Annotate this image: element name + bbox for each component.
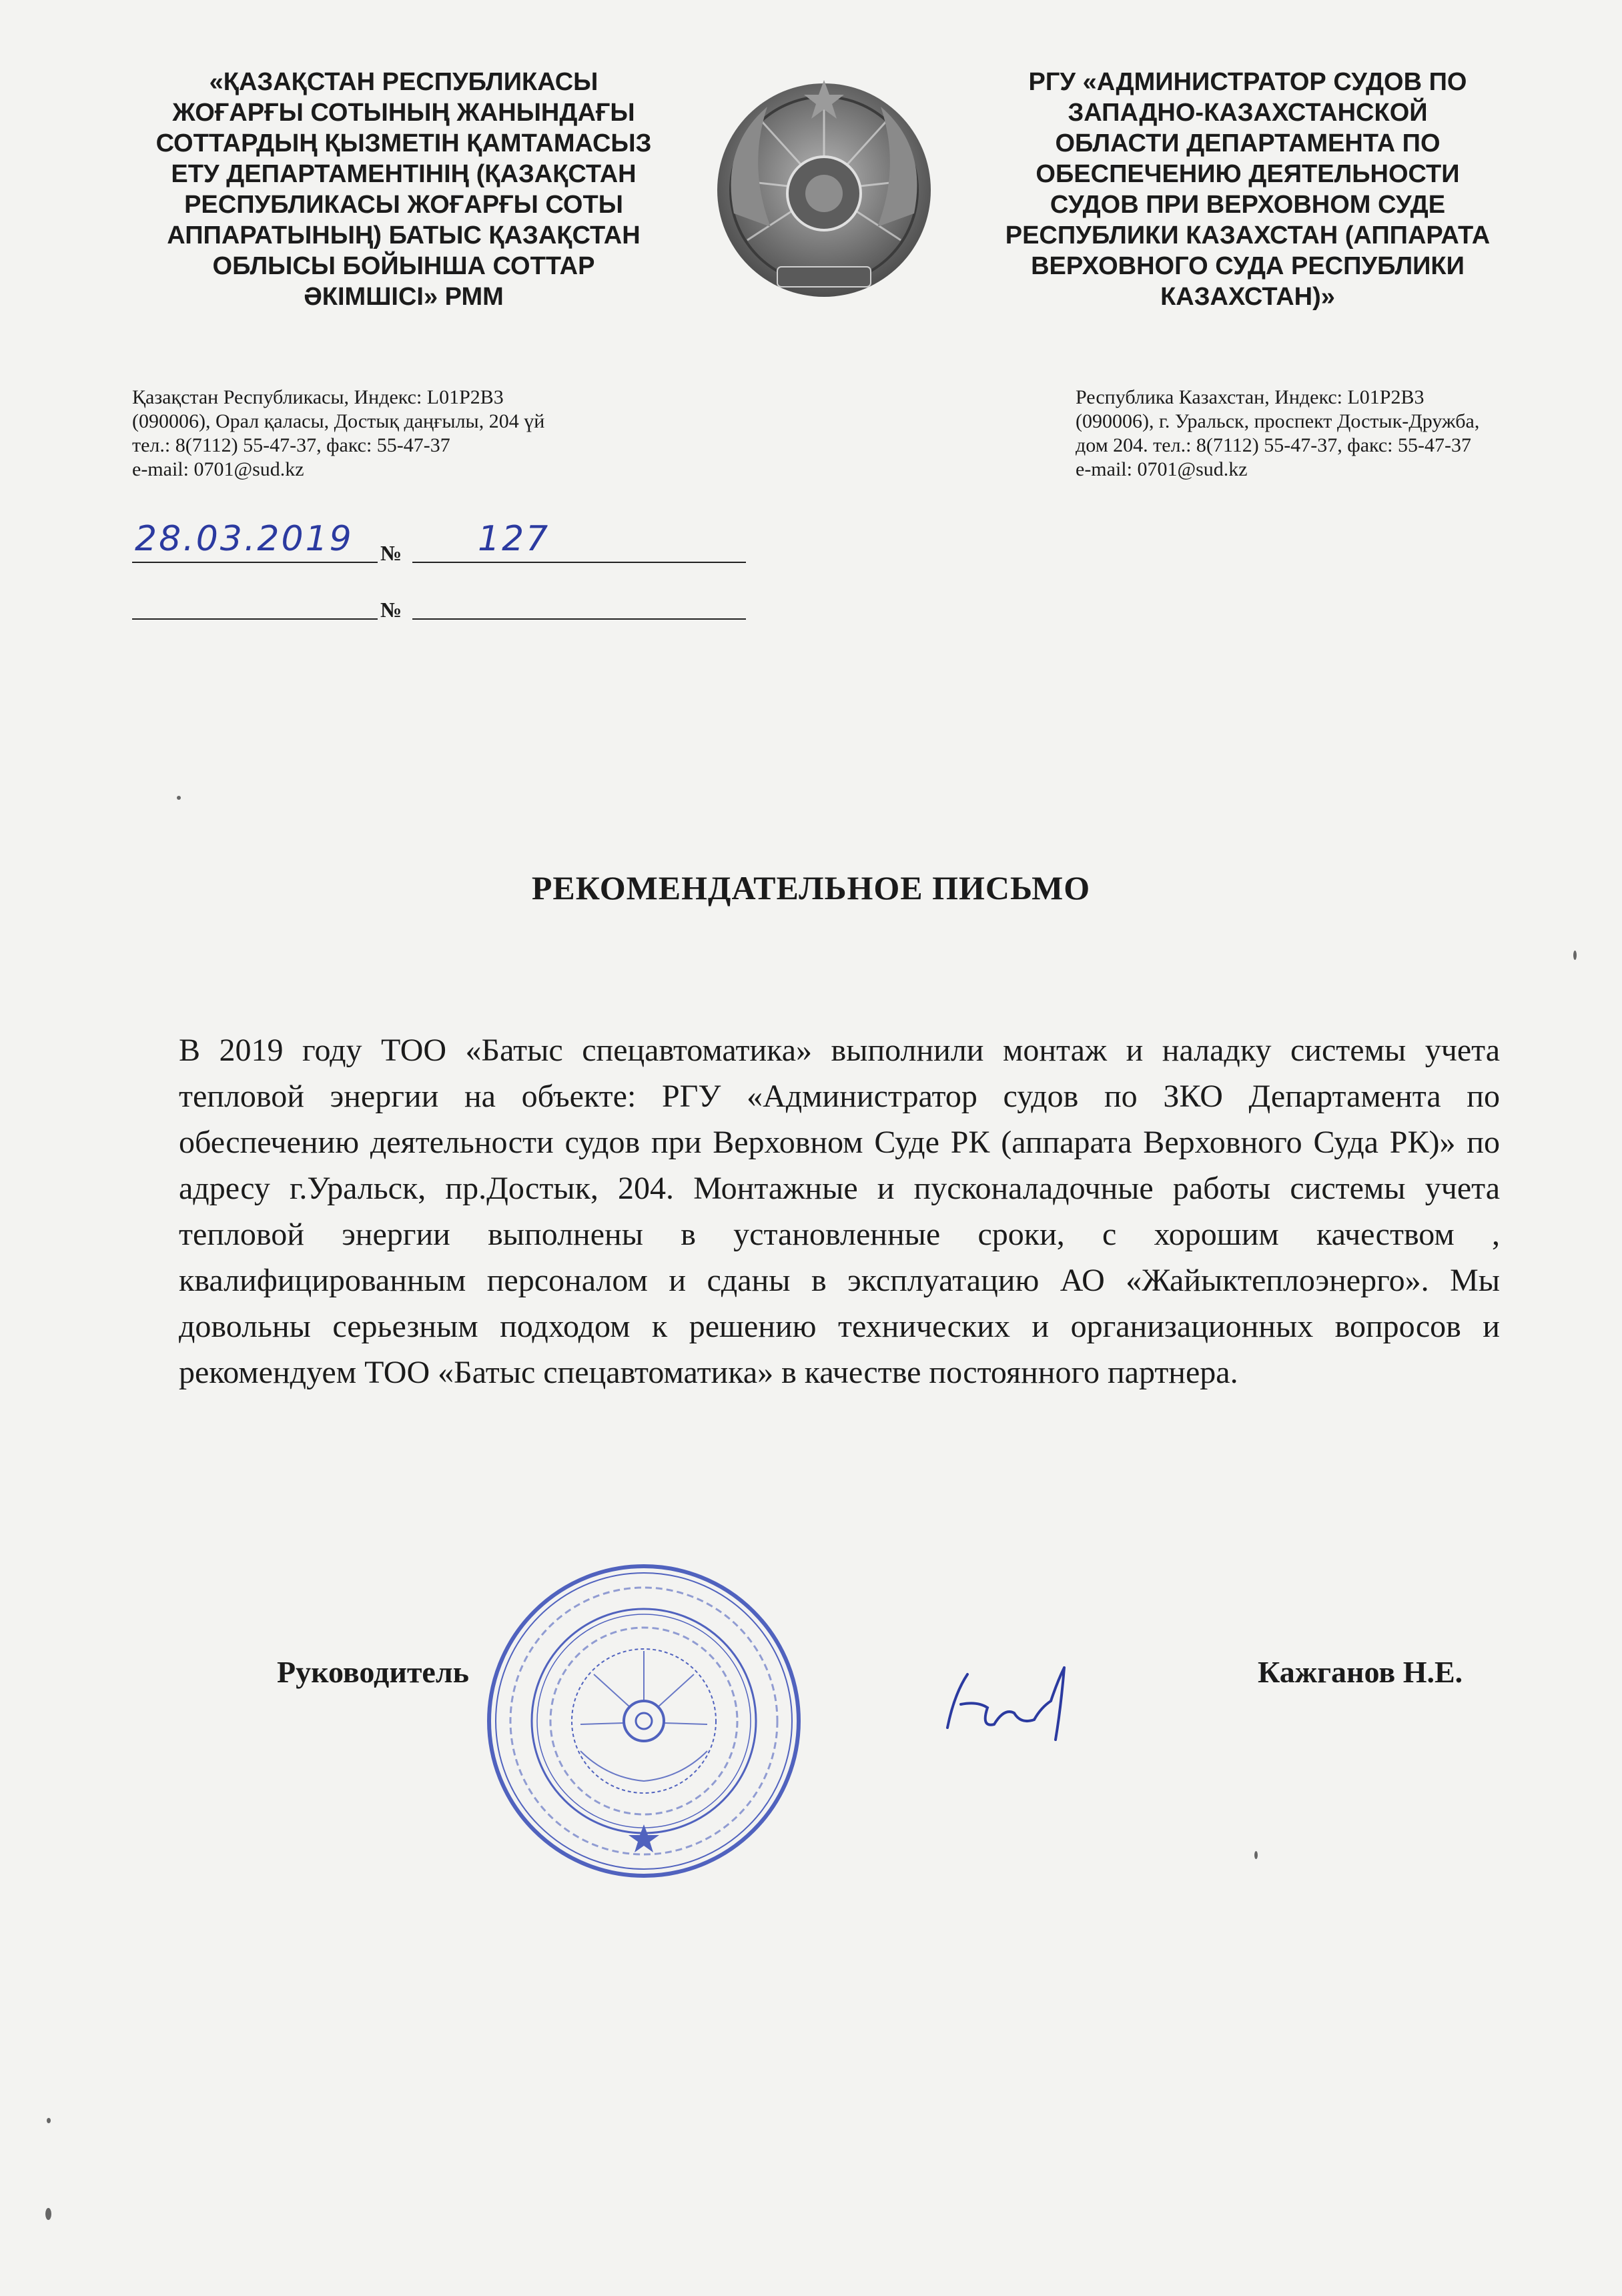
scan-speck bbox=[45, 2208, 51, 2220]
signer-position: Руководитель bbox=[277, 1655, 469, 1689]
scan-speck bbox=[1254, 1851, 1258, 1859]
date-underline bbox=[132, 562, 378, 563]
registration-date: 28.03.2019 bbox=[135, 519, 354, 559]
address-russian: Республика Казахстан, Индекс: L01P2B3 (090006), г. Уральск, проспект Достык-Дружба, дом 204. тел.: 8(7112) 55-47-37, факс: 55-47-37 e-mail: 0701@sud.kz bbox=[1076, 386, 1480, 480]
scan-speck bbox=[177, 796, 181, 800]
number-underline bbox=[412, 618, 746, 620]
registration-number: 127 bbox=[478, 519, 550, 559]
organization-name-russian: РГУ «АДМИНИСТРАТОР СУДОВ ПО ЗАПАДНО-КАЗАХСТАНСКОЙ ОБЛАСТИ ДЕПАРТАМЕНТА ПО ОБЕСПЕЧЕНИЮ ДЕЯТЕЛЬНОСТИ СУДОВ ПРИ ВЕРХОВНОМ СУДЕ РЕСПУБЛИКИ КАЗАХСТАН (АППАРАТА ВЕРХОВНОГО СУДА РЕСПУБЛИКИ КАЗАХСТАН)» bbox=[1005, 68, 1491, 311]
organization-name-kazakh: «ҚАЗАҚСТАН РЕСПУБЛИКАСЫ ЖОҒАРҒЫ СОТЫНЫҢ ЖАНЫНДАҒЫ СОТТАРДЫҢ ҚЫЗМЕТІН ҚАМТАМАСЫЗ ЕТУ ДЕПАРТАМЕНТІНІҢ (ҚАЗАҚСТАН РЕСПУБЛИКАСЫ ЖОҒАРҒЫ СОТЫ АППАРАТЫНЫҢ) БАТЫС ҚАЗАҚСТАН ОБЛЫСЫ БОЙЫНША СОТТАР ӘКІМШІСІ» РММ bbox=[155, 68, 652, 311]
signer-name: Кажганов Н.Е. bbox=[1258, 1655, 1463, 1689]
incoming-registration-row bbox=[132, 584, 626, 624]
scan-speck bbox=[1573, 951, 1577, 960]
number-sign: № bbox=[380, 598, 402, 622]
address-kazakh: Қазақстан Республикасы, Индекс: L01P2B3 (090006), Орал қаласы, Достық даңғылы, 204 үй тел.: 8(7112) 55-47-37, факс: 55-47-37 e-mail: 0701@sud.kz bbox=[132, 386, 545, 480]
round-seal-stamp-icon bbox=[480, 1558, 807, 1884]
handwritten-signature-icon bbox=[941, 1654, 1094, 1748]
number-underline bbox=[412, 562, 746, 563]
outgoing-registration-row bbox=[132, 519, 626, 567]
kazakhstan-state-emblem-icon bbox=[707, 67, 941, 320]
letter-body: В 2019 году ТОО «Батыс спецавтоматика» выполнили монтаж и наладку системы учета тепловой энергии на объекте: РГУ «Администратор судов по ЗКО Департамента по обеспечению деятельности судов при Верховном Суде РК (аппарата Верховного Суда РК)» по адресу г.Уральск, пр.Достык, 204. Монтажные и пусконаладочные работы системы учета тепловой энергии выполнены в установленные сроки, с хорошим качеством , квалифицированным персоналом и сданы в эксплуатацию АО «Жайыктеплоэнерго». Мы довольны серьезным подходом к решению технических и организационных вопросов и рекомендуем ТОО «Батыс спецавтоматика» в качестве постоянного партнера. bbox=[179, 1033, 1500, 1390]
scan-speck bbox=[47, 2118, 51, 2123]
number-sign: № bbox=[380, 541, 402, 565]
date-underline bbox=[132, 618, 378, 620]
document-title: РЕКОМЕНДАТЕЛЬНОЕ ПИСЬМО bbox=[531, 869, 1091, 907]
